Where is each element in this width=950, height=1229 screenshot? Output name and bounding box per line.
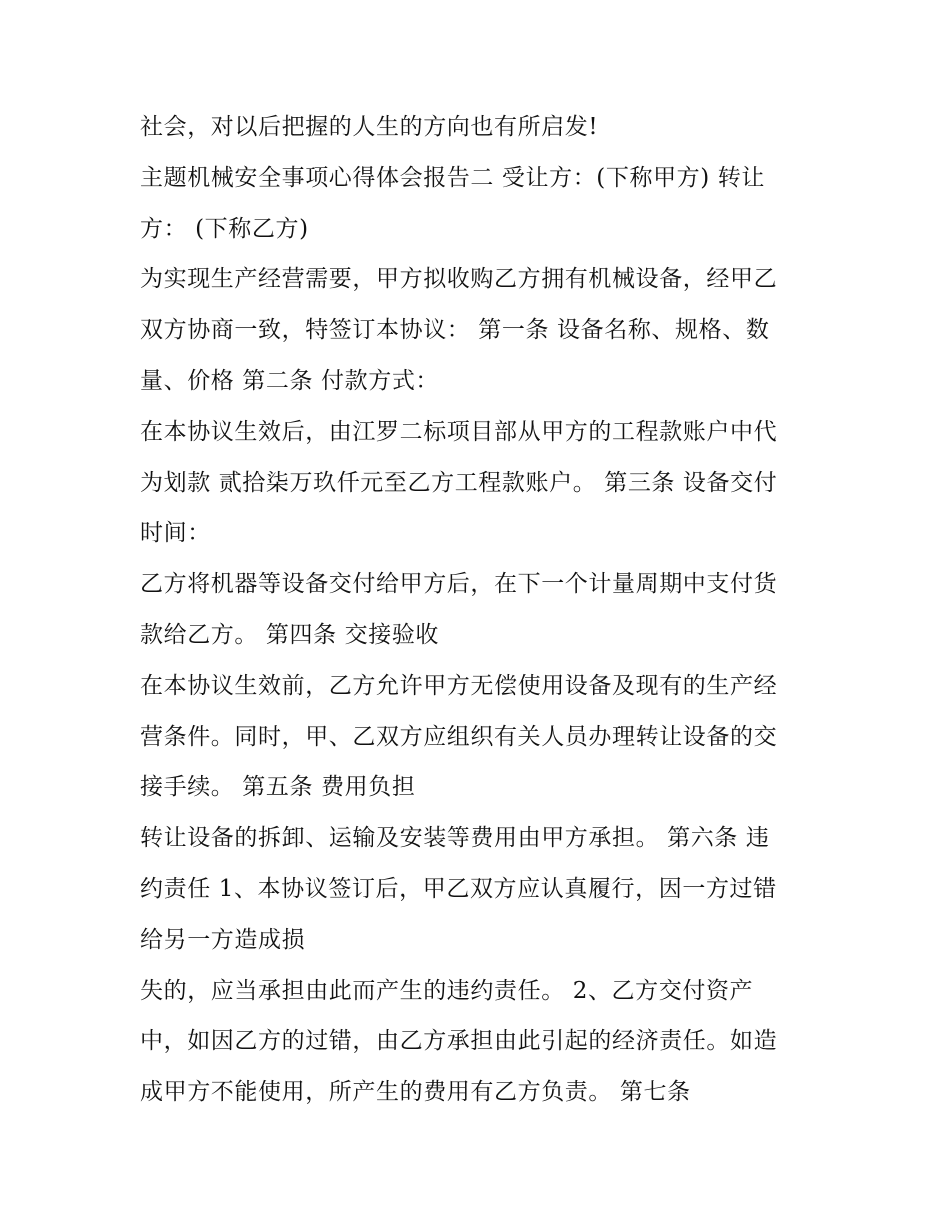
text-line: 中，如因乙方的过错，由乙方承担由此引起的经济责任。如造 [140,1028,778,1055]
text-line: 约责任 1、本协议签订后，甲乙双方应认真履行，因一方过错 [140,875,777,902]
text-line: 为实现生产经营需要，甲方拟收购乙方拥有机械设备，经甲乙 [140,266,778,293]
text-line: 时间： [140,520,211,547]
text-line: 方： (下称乙方) [140,215,309,242]
text-line: 在本协议生效后，由江罗二标项目部从甲方的工程款账户中代 [140,418,778,445]
document-body [140,102,830,1118]
text-line: 社会，对以后把握的人生的方向也有所启发! [140,114,599,140]
text-line: 给另一方造成损 [140,926,306,953]
text-line: 主题机械安全事项心得体会报告二 受让方：(下称甲方) 转让 [140,164,765,191]
text-line: 转让设备的拆卸、运输及安装等费用由甲方承担。 第六条 违 [140,825,770,852]
text-line: 在本协议生效前，乙方允许甲方无偿使用设备及现有的生产经 [140,672,778,699]
text-line: 失的，应当承担由此而产生的违约责任。 2、乙方交付资产 [140,977,754,1004]
text-line: 为划款 贰拾柒万玖仟元至乙方工程款账户。 第三条 设备交付 [140,469,778,496]
text-line: 乙方将机器等设备交付给甲方后，在下一个计量周期中支付货 [140,571,778,598]
text-line: 营条件。同时，甲、乙双方应组织有关人员办理转让设备的交 [140,723,778,750]
text-line: 款给乙方。 第四条 交接验收 [140,621,440,648]
text-line: 成甲方不能使用，所产生的费用有乙方负责。 第七条 [140,1079,691,1106]
text-line: 接手续。 第五条 费用负担 [140,774,416,801]
text-line: 量、价格 第二条 付款方式： [140,367,440,394]
text-line: 双方协商一致，特签订本协议： 第一条 设备名称、规格、数 [140,317,770,344]
